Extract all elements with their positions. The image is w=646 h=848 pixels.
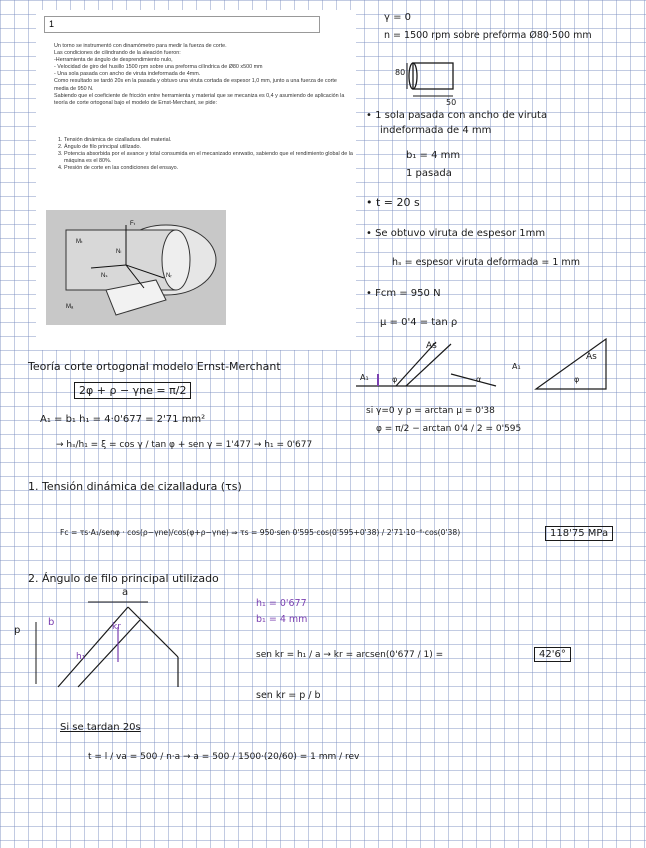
viruta-espesor: • Se obtuvo viruta de espesor 1mm [366, 228, 546, 239]
pasada-count: 1 pasada [406, 168, 452, 179]
intro-line: Un torno se instrumentó con dinamómetro para medir la fuerza de corte. [54, 43, 227, 49]
diameter-label: 80 [395, 68, 406, 77]
lathe-force-figure [46, 210, 226, 325]
intro-line: Las condiciones de cilindrando de la aleación fueron: [54, 50, 181, 57]
tool-angle-sketch [28, 592, 228, 692]
hs-definition: hₛ = espesor viruta deformada = 1 mm [392, 257, 580, 268]
speed-note: n = 1500 rpm sobre preforma Ø80·500 mm [384, 30, 592, 41]
sen-kr-pb: sen kr = p / b [256, 690, 321, 701]
b1-value: b₁ = 4 mm [406, 150, 461, 161]
label-ns: Nₛ [101, 273, 108, 279]
tardan-note: Si se tardan 20s [60, 722, 141, 733]
a1-label-2: A₁ [512, 362, 521, 371]
intro-line: -Herramienta de ángulo de desprendimiento nulo, [54, 57, 173, 64]
problem-intro-text [54, 43, 349, 107]
question-item: 1. Tensión dinámica de cizalladura del material. [64, 137, 359, 144]
intro-line: - Velocidad de giro del husillo 1500 rpm sobre una preforma cilíndrica de Ø80 x500 mm [54, 64, 263, 71]
length-label: 50 [446, 98, 457, 107]
feed-a-label: a [122, 587, 129, 598]
fcm-value: • Fcm = 950 N [366, 288, 441, 299]
kr-result: 42'6° [534, 647, 571, 662]
key-equation: 2φ + ρ − γne = π/2 [74, 382, 191, 399]
h1-value: h₁ = 0'677 [256, 598, 307, 609]
phi-label-2: φ [574, 375, 580, 384]
question-item: 3. Potencia absorbida por el avance y total consumida en el mecanizado enrwatio, sabiendo que el rendimiento global de la máquina es el 80%. [64, 151, 359, 165]
alpha-label: α [476, 375, 482, 384]
questions-list [54, 137, 359, 172]
gamma-zero: γ = 0 [384, 12, 412, 23]
shear-stress-equation: Fc = τs·A₁/senφ · cos(ρ−γne)/cos(φ+ρ−γne) ⇒ τs = 950·sen 0'595·cos(0'595+0'38) / 2'71·10⁻⁶·cos(0'38) [60, 528, 461, 537]
depth-p-label: p [14, 625, 21, 636]
time-feed-equation: t = l / va = 500 / n·a → a = 500 / 1500·(20/60) = 1 mm / rev [88, 752, 360, 762]
cylinder-sketch [395, 58, 475, 108]
kr-angle-label: kr [112, 622, 121, 632]
time-value: • t = 20 s [366, 196, 420, 209]
as-label-2: As [586, 352, 597, 362]
h1-sketch-label: h₁ [76, 652, 86, 662]
phi-equation: φ = π/2 − arctan 0'4 / 2 = 0'595 [376, 424, 522, 434]
phi-label-1: φ [392, 375, 398, 384]
question-item: 2. Ángulo de filo principal utilizado. [64, 144, 359, 151]
label-nr: Nᵣ [166, 273, 172, 279]
as-label-1: As [426, 341, 437, 351]
label-ma: Mₐ [66, 304, 74, 310]
sen-kr-equation: sen kr = h₁ / a → kr = arcsen(0'677 / 1) = [256, 650, 444, 660]
label-mt: Mₜ [76, 239, 83, 245]
intro-line: Como resultado se tardó 20s en la pasada y obtuvo una viruta cortada de espesor 1,0 mm, junto a una fuerza de corte media de 950 N. [54, 78, 337, 92]
tau-result: 118'75 MPa [545, 526, 613, 541]
condition-note: si γ=0 y ρ = arctan μ = 0'38 [366, 406, 495, 416]
a1-label-1: A₁ [360, 373, 369, 382]
problem-statement-panel [36, 10, 356, 350]
b1-value-2: b₁ = 4 mm [256, 614, 308, 625]
shear-angle-diagrams [356, 334, 636, 394]
q1-title: 1. Tensión dinámica de cizalladura (τs) [28, 480, 242, 493]
question-item: 4. Presión de corte en las condiciones del ensayo. [64, 165, 359, 172]
area-equation: A₁ = b₁ h₁ = 4·0'677 = 2'71 mm² [40, 414, 206, 425]
width-b-label: b [48, 617, 55, 628]
bullet-pasada-1: • 1 sola pasada con ancho de viruta [366, 110, 548, 121]
label-nl: Nₗ [116, 249, 122, 255]
ratio-equation: → hₛ/h₁ = ξ = cos γ / tan φ + sen γ = 1'477 → h₁ = 0'677 [56, 440, 313, 450]
mu-value: μ = 0'4 = tan ρ [380, 317, 458, 328]
intro-line: - Una sola pasada con ancho de viruta indeformada de 4mm. [54, 71, 201, 78]
solution-heading: Teoría corte ortogonal modelo Ernst-Merchant [28, 360, 281, 373]
q2-title: 2. Ángulo de filo principal utilizado [28, 572, 219, 585]
intro-line: Sabiendo que el coeficiente de fricción entre herramienta y material que se mecaniza es 0,4 y asumiendo de aplicación la teoría de corte ortogonal bajo el modelo de Ernst-Merchant, se pide: [54, 92, 345, 106]
problem-number-field[interactable]: 1 [44, 16, 320, 33]
bullet-pasada-2: indeformada de 4 mm [380, 125, 492, 136]
label-ft: Fₜ [130, 221, 136, 227]
